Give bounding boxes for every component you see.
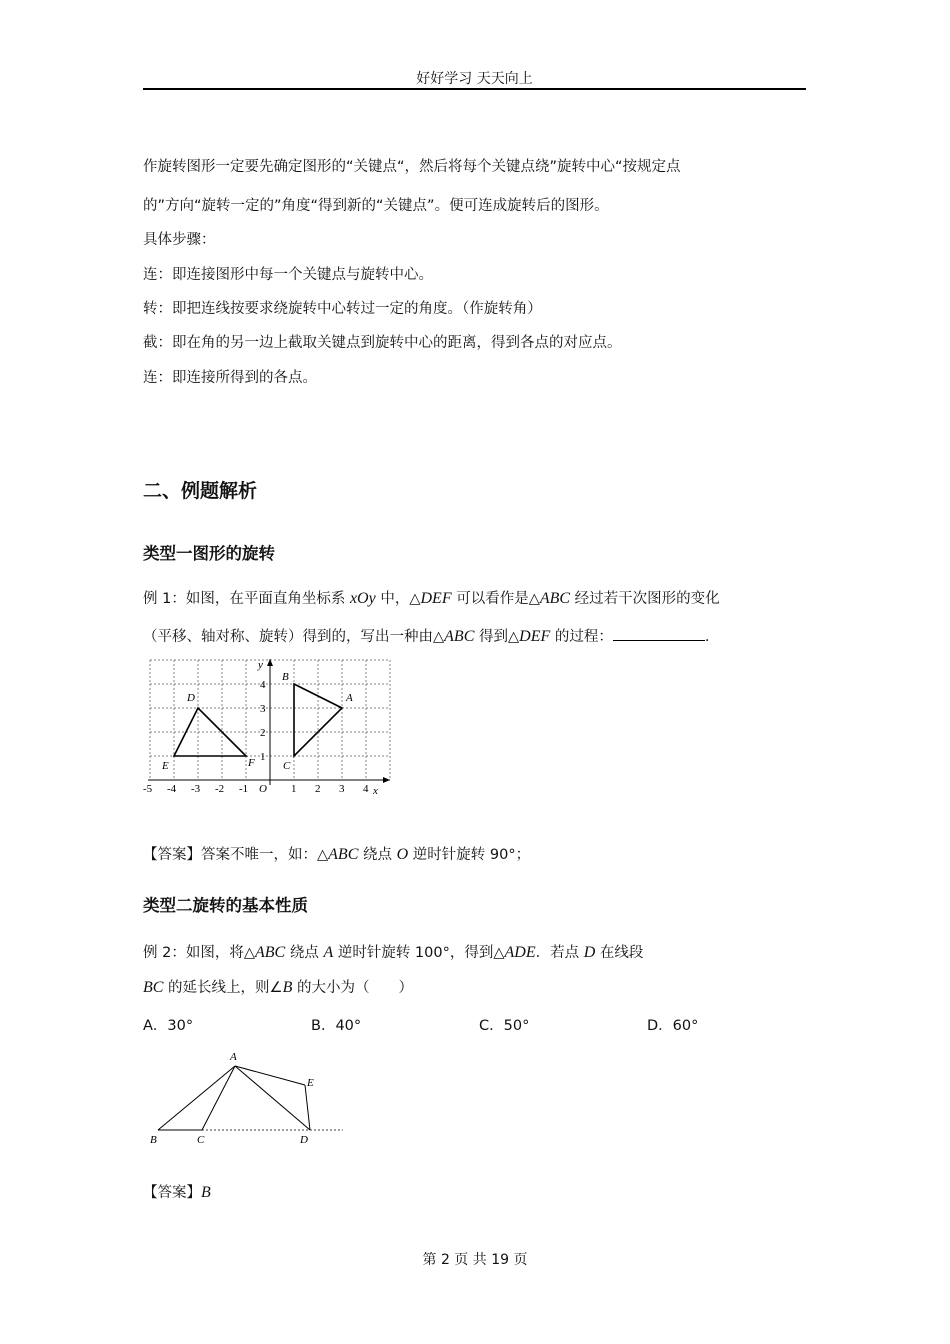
option-a: A．30° xyxy=(143,1018,194,1034)
option-b: B．40° xyxy=(311,1018,362,1034)
point-label: C xyxy=(283,760,291,772)
option-d: D．60° xyxy=(647,1018,699,1034)
step-join: 连：即连接所得到的各点。 xyxy=(143,370,317,386)
example1-line-1: 例 1：如图，在平面直角坐标系 xOy 中，△DEF 可以看作是△ABC 经过若干次图形的变化 xyxy=(143,590,720,607)
coordinate-figure xyxy=(140,655,400,805)
x-tick: -2 xyxy=(215,783,225,795)
segment-ed xyxy=(305,1085,310,1130)
point-label: D xyxy=(300,1134,308,1146)
point-label: D xyxy=(187,692,195,704)
step-rotate: 转：即把连线按要求绕旋转中心转过一定的角度。（作旋转角） xyxy=(143,301,542,317)
y-tick-labels xyxy=(260,679,266,763)
point-label: E xyxy=(162,760,169,772)
intro-line-1: 作旋转图形一定要先确定图形的“关键点“，然后将每个关键点绕”旋转中心“按规定点 xyxy=(143,159,681,175)
step-cut: 截：即在角的另一边上截取关键点到旋转中心的距离，得到各点的对应点。 xyxy=(143,335,622,351)
point-label: B xyxy=(282,671,289,683)
x-tick: 4 xyxy=(363,783,369,795)
answer-blank xyxy=(613,625,705,641)
example1-answer: 【答案】答案不唯一，如：△ABC 绕点 O 逆时针旋转 90°； xyxy=(143,846,531,863)
step-connect: 连：即连接图形中每一个关键点与旋转中心。 xyxy=(143,267,433,283)
example1-line-2: （平移、轴对称、旋转）得到的，写出一种由△ABC 得到△DEF 的过程： . xyxy=(143,625,709,647)
type2-title: 类型二旋转的基本性质 xyxy=(143,896,308,915)
point-label: C xyxy=(197,1134,205,1146)
page-header: 好好学习 天天向上 xyxy=(416,71,533,87)
origin-label: O xyxy=(259,783,267,795)
x-axis-arrow xyxy=(383,777,390,783)
header-rule xyxy=(143,88,806,90)
x-tick-labels xyxy=(143,783,369,795)
intro-line-2: 的”方向“旋转一定的”角度“得到新的“关键点”。便可连成旋转后的图形。 xyxy=(143,198,609,214)
y-tick: 1 xyxy=(260,751,266,763)
point-label: A xyxy=(346,692,353,704)
example2-answer: 【答案】B xyxy=(143,1184,211,1201)
x-tick: -4 xyxy=(167,783,177,795)
segment-ab xyxy=(158,1066,235,1130)
x-tick: 3 xyxy=(339,783,345,795)
segment-ad xyxy=(235,1066,310,1130)
x-tick: -5 xyxy=(143,783,153,795)
option-c: C．50° xyxy=(479,1018,530,1034)
section-title: 二、例题解析 xyxy=(143,480,258,502)
y-tick: 2 xyxy=(260,727,266,739)
x-tick: 1 xyxy=(291,783,297,795)
point-labels xyxy=(161,671,353,772)
x-tick: -1 xyxy=(239,783,249,795)
x-tick: -3 xyxy=(191,783,201,795)
point-labels xyxy=(150,1051,314,1146)
y-axis-label: y xyxy=(258,659,263,671)
example2-line-2: BC 的延长线上，则∠B 的大小为（ ） xyxy=(143,979,413,996)
y-tick: 4 xyxy=(260,679,266,691)
y-tick: 3 xyxy=(260,703,266,715)
rotation-figure xyxy=(145,1048,355,1148)
x-axis-label: x xyxy=(373,785,378,797)
point-label: B xyxy=(150,1134,157,1146)
x-tick: 2 xyxy=(315,783,321,795)
point-label: F xyxy=(248,757,255,769)
point-label: A xyxy=(230,1051,237,1063)
steps-title: 具体步骤： xyxy=(143,232,216,248)
point-label: E xyxy=(307,1077,314,1089)
type1-title: 类型一图形的旋转 xyxy=(143,544,275,563)
page-footer: 第 2 页 共 19 页 xyxy=(422,1252,528,1268)
example2-line-1: 例 2：如图，将△ABC 绕点 A 逆时针旋转 100°，得到△ADE．若点 D 在线段 xyxy=(143,944,644,961)
segment-ac xyxy=(202,1066,235,1130)
